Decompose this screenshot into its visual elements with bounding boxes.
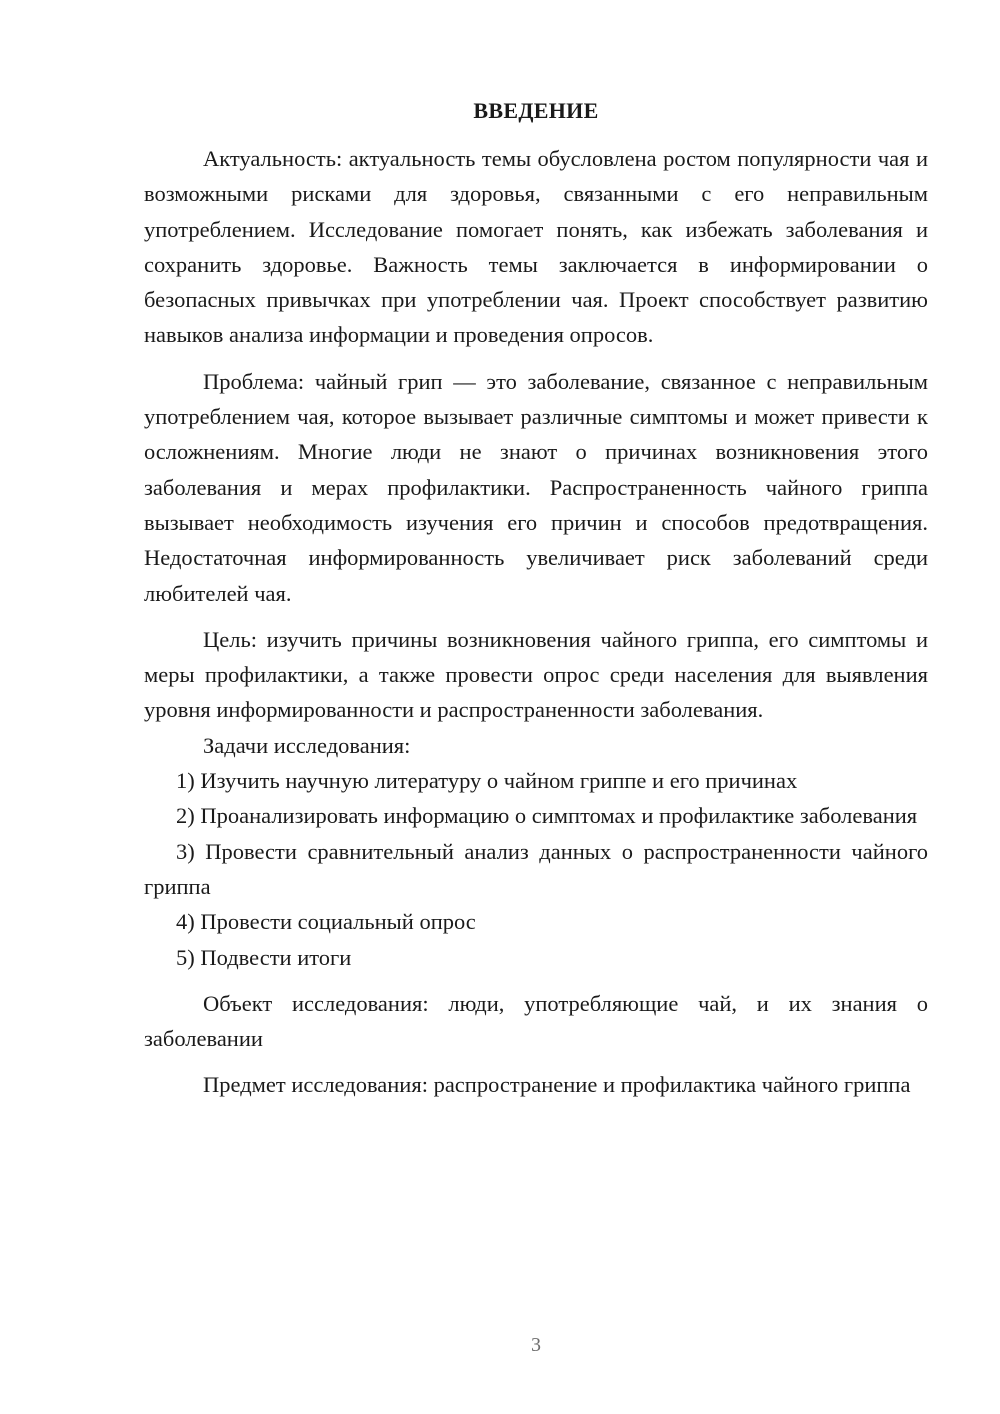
problem-paragraph: Проблема: чайный грип — это заболевание, связанное с неправильным употреблением чая, которое вызывает различные симптомы и может привести к осложнениям. Многие люди не знают о причинах возникновения этого заболевания и мерах профилактики. Распространенность чайного гриппа вызывает необходимость изучения его причин и способов предотвращения. Недостаточная информированность увеличивает риск заболеваний среди любителей чая. [144, 368, 928, 606]
task-item-4: 4) Провести социальный опрос [176, 909, 476, 935]
page-title: ВВЕДЕНИЕ [473, 98, 599, 123]
document-body [144, 141, 928, 1103]
task-item-2: 2) Проанализировать информацию о симптомах и профилактике заболевания [176, 803, 918, 829]
goal-paragraph: Цель: изучить причины возникновения чайного гриппа, его симптомы и меры профилактики, а также провести опрос среди населения для выявления уровня информированности и распространенности заболевания. [144, 626, 928, 723]
task-item-3: 3) Провести сравнительный анализ данных о распространенности чайного гриппа [144, 838, 928, 899]
subject-paragraph: Предмет исследования: распространение и профилактика чайного гриппа [203, 1072, 911, 1098]
object-paragraph: Объект исследования: люди, употребляющие чай, и их знания о заболевании [144, 990, 928, 1052]
page-number: 3 [531, 1334, 541, 1356]
task-item-1: 1) Изучить научную литературу о чайном гриппе и его причинах [176, 768, 798, 794]
tasks-heading: Задачи исследования: [203, 732, 411, 758]
task-item-5: 5) Подвести итоги [176, 944, 352, 970]
relevance-paragraph: Актуальность: актуальность темы обусловлена ростом популярности чая и возможными рисками для здоровья, связанными с его неправильным употреблением. Исследование помогает понять, как избежать заболевания и сохранить здоровье. Важность темы заключается в информировании о безопасных привычках при употреблении чая. Проект способствует развитию навыков анализа информации и проведения опросов. [144, 146, 928, 348]
